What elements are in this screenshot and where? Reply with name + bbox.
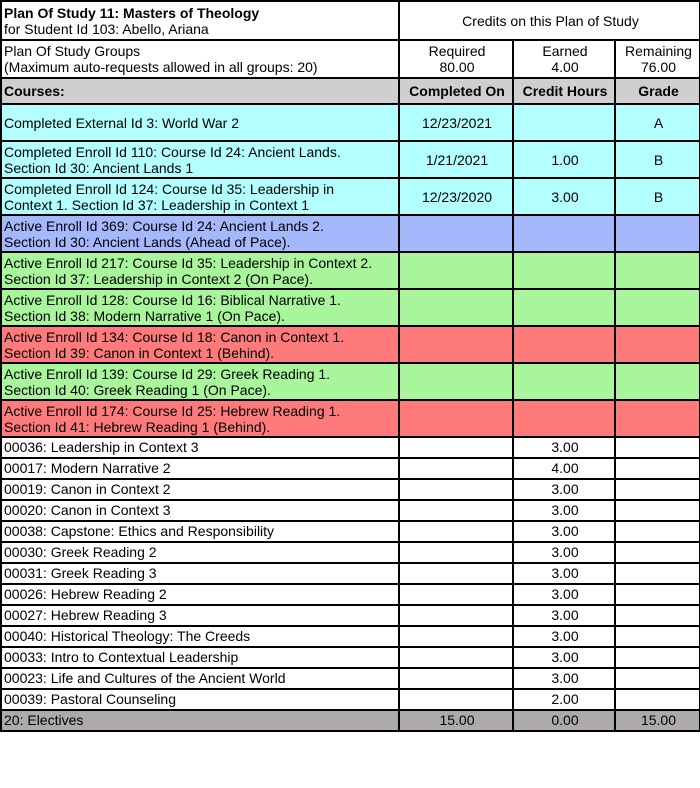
enrollment-description (1, 363, 399, 400)
enrollment-line-2: Section Id 37: Leadership in Context 2 (On Pace). (4, 270, 313, 287)
enrollment-line-2: Section Id 40: Greek Reading 1 (On Pace). (4, 381, 271, 398)
completed-on-cell (399, 584, 513, 605)
grade-cell (615, 252, 700, 289)
grade-cell: B (615, 178, 700, 215)
completed-on-cell (399, 668, 513, 689)
enrollment-line-1: Active Enroll Id 369: Course Id 24: Ancient Lands 2. (4, 217, 324, 234)
plan-header-row (1, 1, 700, 40)
column-header-grade: Grade (615, 78, 700, 104)
credit-hours-cell (513, 363, 615, 400)
grade-cell (615, 458, 700, 479)
completed-on-cell (399, 479, 513, 500)
course-row (1, 584, 700, 605)
credit-hours-cell (513, 289, 615, 326)
enrollment-line-1: Active Enroll Id 128: Course Id 16: Biblical Narrative 1. (4, 291, 341, 308)
enrollment-description (1, 400, 399, 437)
enrollment-description (1, 326, 399, 363)
grade-cell: A (615, 104, 700, 141)
credit-hours-cell: 3.00 (513, 178, 615, 215)
groups-label: Plan Of Study Groups (4, 43, 141, 59)
course-name-cell: 00036: Leadership in Context 3 (1, 437, 399, 458)
credit-hours-cell: 3.00 (513, 563, 615, 584)
course-row (1, 479, 700, 500)
grade-cell (615, 289, 700, 326)
grade-cell (615, 479, 700, 500)
enrollment-row (1, 104, 700, 141)
enrollment-line-1: Completed Enroll Id 110: Course Id 24: Ancient Lands. (4, 143, 341, 160)
enrollment-line-2: Section Id 39: Canon in Context 1 (Behind). (4, 344, 275, 361)
completed-on-cell: 1/21/2021 (399, 141, 513, 178)
enrollment-line-2: Context 1. Section Id 37: Leadership in Context 1 (4, 196, 310, 213)
groups-note: (Maximum auto-requests allowed in all groups: 20) (4, 59, 318, 75)
credit-hours-cell: 3.00 (513, 479, 615, 500)
enrollment-line-2: Section Id 30: Ancient Lands (Ahead of Pace). (4, 233, 291, 250)
credit-hours-cell: 4.00 (513, 458, 615, 479)
required-credits (399, 40, 513, 78)
credit-hours-cell: 2.00 (513, 689, 615, 710)
column-header-credit-hours: Credit Hours (513, 78, 615, 104)
credit-hours-cell: 3.00 (513, 584, 615, 605)
enrollment-line-1: Active Enroll Id 217: Course Id 35: Leadership in Context 2. (4, 254, 373, 271)
enrollment-row (1, 141, 700, 178)
course-name-cell: 00026: Hebrew Reading 2 (1, 584, 399, 605)
required-label: Required (428, 43, 486, 59)
credits-summary-row (1, 40, 700, 78)
enrollment-line-2: Section Id 30: Ancient Lands 1 (4, 159, 194, 176)
completed-on-cell (399, 521, 513, 542)
credit-hours-cell: 3.00 (513, 647, 615, 668)
course-row (1, 647, 700, 668)
course-row (1, 500, 700, 521)
enrollment-row (1, 326, 700, 363)
completed-on-cell (399, 437, 513, 458)
grade-cell: B (615, 141, 700, 178)
grade-cell (615, 521, 700, 542)
enrollment-row (1, 252, 700, 289)
completed-on-cell (399, 500, 513, 521)
grade-cell (615, 605, 700, 626)
completed-on-cell (399, 605, 513, 626)
grade-cell (615, 584, 700, 605)
course-name-cell: 00020: Canon in Context 3 (1, 500, 399, 521)
column-header-completed-on: Completed On (399, 78, 513, 104)
grade-cell (615, 626, 700, 647)
completed-on-cell: 12/23/2021 (399, 104, 513, 141)
completed-on-cell (399, 289, 513, 326)
course-row (1, 437, 700, 458)
enrollment-line-2: Section Id 41: Hebrew Reading 1 (Behind). (4, 418, 271, 435)
credit-hours-cell: 3.00 (513, 542, 615, 563)
grade-cell (615, 215, 700, 252)
completed-on-cell: 12/23/2020 (399, 178, 513, 215)
plan-title: Plan Of Study 11: Masters of Theology (4, 4, 260, 21)
credit-hours-cell (513, 215, 615, 252)
course-row (1, 542, 700, 563)
enrollment-line-2: Section Id 38: Modern Narrative 1 (On Pace). (4, 307, 285, 324)
credit-hours-cell: 3.00 (513, 500, 615, 521)
completed-on-cell (399, 647, 513, 668)
remaining-value: 76.00 (640, 59, 677, 75)
credit-hours-cell (513, 400, 615, 437)
earned-credits (513, 40, 615, 78)
course-name-cell: 00039: Pastoral Counseling (1, 689, 399, 710)
credit-hours-cell: 3.00 (513, 626, 615, 647)
column-header-row (1, 78, 700, 104)
completed-on-cell (399, 215, 513, 252)
earned-value: 4.00 (551, 59, 579, 75)
course-name-cell: 00031: Greek Reading 3 (1, 563, 399, 584)
enrollment-description (1, 252, 399, 289)
course-name-cell: 00033: Intro to Contextual Leadership (1, 647, 399, 668)
enrollment-description (1, 215, 399, 252)
course-row (1, 605, 700, 626)
completed-on-cell (399, 326, 513, 363)
enrollment-row (1, 289, 700, 326)
column-header-courses: Courses: (1, 78, 399, 104)
credit-hours-cell (513, 252, 615, 289)
course-row (1, 563, 700, 584)
group-earned-cell: 0.00 (513, 710, 615, 731)
grade-cell (615, 563, 700, 584)
course-row (1, 458, 700, 479)
credit-hours-cell: 3.00 (513, 605, 615, 626)
group-required-cell: 15.00 (399, 710, 513, 731)
enrollment-row (1, 215, 700, 252)
course-row (1, 521, 700, 542)
course-row (1, 626, 700, 647)
completed-on-cell (399, 458, 513, 479)
grade-cell (615, 400, 700, 437)
group-footer-row (1, 710, 700, 731)
grade-cell (615, 647, 700, 668)
credit-hours-cell: 3.00 (513, 437, 615, 458)
student-subtitle: for Student Id 103: Abello, Ariana (4, 20, 209, 37)
credit-hours-cell (513, 326, 615, 363)
enrollment-description (1, 289, 399, 326)
enrollment-line-1: Completed External Id 3: World War 2 (4, 114, 239, 131)
credit-hours-cell: 3.00 (513, 668, 615, 689)
earned-label: Earned (542, 43, 588, 59)
grade-cell (615, 668, 700, 689)
grade-cell (615, 326, 700, 363)
enrollment-row (1, 400, 700, 437)
groups-cell (1, 40, 399, 78)
group-remaining-cell: 15.00 (615, 710, 700, 731)
required-value: 80.00 (439, 59, 475, 75)
grade-cell (615, 363, 700, 400)
course-name-cell: 00027: Hebrew Reading 3 (1, 605, 399, 626)
enrollment-description (1, 104, 399, 141)
enrollment-description (1, 178, 399, 215)
completed-on-cell (399, 363, 513, 400)
completed-on-cell (399, 542, 513, 563)
completed-on-cell (399, 252, 513, 289)
course-name-cell: 00019: Canon in Context 2 (1, 479, 399, 500)
credit-hours-cell: 3.00 (513, 521, 615, 542)
remaining-label: Remaining (625, 43, 692, 59)
enrollment-line-1: Active Enroll Id 134: Course Id 18: Canon in Context 1. (4, 328, 345, 345)
grade-cell (615, 500, 700, 521)
credit-hours-cell (513, 104, 615, 141)
enrollment-line-1: Active Enroll Id 174: Course Id 25: Hebrew Reading 1. (4, 402, 341, 419)
completed-on-cell (399, 626, 513, 647)
enrollment-line-1: Active Enroll Id 139: Course Id 29: Greek Reading 1. (4, 365, 331, 382)
course-name-cell: 00040: Historical Theology: The Creeds (1, 626, 399, 647)
course-row (1, 668, 700, 689)
course-name-cell: 00017: Modern Narrative 2 (1, 458, 399, 479)
course-row (1, 689, 700, 710)
enrollment-row (1, 178, 700, 215)
enrollment-line-1: Completed Enroll Id 124: Course Id 35: Leadership in (4, 180, 334, 197)
grade-cell (615, 689, 700, 710)
enrollment-description (1, 141, 399, 178)
course-name-cell: 00023: Life and Cultures of the Ancient World (1, 668, 399, 689)
completed-on-cell (399, 689, 513, 710)
grade-cell (615, 542, 700, 563)
group-name-cell: 20: Electives (1, 710, 399, 731)
completed-on-cell (399, 400, 513, 437)
credit-hours-cell: 1.00 (513, 141, 615, 178)
plan-title-cell (1, 1, 399, 40)
course-name-cell: 00030: Greek Reading 2 (1, 542, 399, 563)
enrollment-row (1, 363, 700, 400)
completed-on-cell (399, 563, 513, 584)
remaining-credits (615, 40, 700, 78)
credits-title: Credits on this Plan of Study (399, 1, 700, 40)
course-name-cell: 00038: Capstone: Ethics and Responsibility (1, 521, 399, 542)
grade-cell (615, 437, 700, 458)
